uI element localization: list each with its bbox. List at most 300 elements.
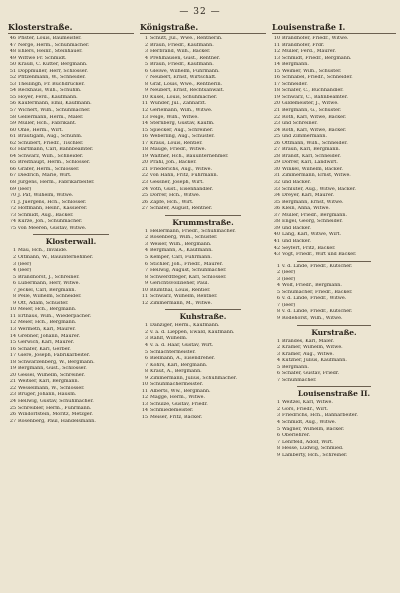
resident-entry: Schneider. (282, 81, 308, 87)
house-number: 8 (144, 369, 148, 375)
resident-entry: Prahl, Joh., Bäcker. (150, 160, 197, 166)
house-number: 4 (276, 283, 280, 289)
house-number: 22 (273, 114, 280, 120)
house-number: 20 (141, 160, 148, 166)
resident-entry: Hellermann, Friedr., Schuhmacher. (150, 228, 236, 234)
resident-entry: Wittwe Fr. Schmidt. (18, 55, 67, 61)
resident-entry: Rosenberg, Paul, Handelsmann. (18, 418, 96, 424)
house-number: 34 (273, 193, 280, 199)
house-number: 27 (141, 206, 148, 212)
house-number: 17 (141, 140, 148, 146)
list-item (140, 206, 266, 213)
resident-entry: Görs, Friedr., Wirt. (282, 406, 329, 412)
street-heading: Louisenstraße I. (272, 22, 396, 34)
resident-entry: Magge, Herm., Witwe. (150, 395, 206, 401)
house-number: 40 (273, 232, 280, 238)
house-number: 9 (276, 315, 280, 321)
street-heading: Kuhstraße. (179, 312, 227, 322)
resident-entry: Giere, Joseph, Fabrikarbeiter. (18, 353, 91, 359)
house-number: 61 (9, 134, 16, 140)
house-number: 21 (9, 379, 16, 385)
house-number: 2 (144, 329, 148, 335)
resident-entry: Ehlers, Heinr., Steinhauer. (18, 49, 83, 55)
resident-entry: Oberlehrer. (282, 433, 311, 439)
resident-entry: Vogt, Friedr., Wirt und Bäcker. (282, 252, 357, 258)
house-number: 6 (276, 296, 280, 302)
house-number: 5 (276, 289, 280, 295)
house-number: 55 (9, 94, 16, 100)
resident-entry: Stichler, Joh., Friedr., Maurer. (150, 261, 223, 267)
resident-entry: Gellermann, Herm., Maler. (18, 114, 84, 120)
house-number: 9 (276, 452, 280, 458)
resident-entry: Schwarz, Wilh., Schneider. (18, 153, 84, 159)
section-divider (297, 325, 371, 326)
house-number: 11 (141, 294, 148, 300)
resident-entry: Schmidt, Friedr., Bergmann. (282, 55, 352, 61)
resident-entry: Lehrfeld, Adolf, Wirt. (282, 439, 334, 445)
house-number: 31 (273, 173, 280, 179)
house-number: 32 (273, 180, 280, 186)
list-item (272, 453, 396, 460)
resident-entry: Kurze, Joh., Schuhmacher. (18, 219, 83, 225)
house-number: 18 (9, 359, 16, 365)
house-number: 9 (144, 281, 148, 287)
resident-entry: Jürgens, Herm., Fabrikarbeiter. (18, 180, 95, 186)
resident-entry: Zimmermann, Ernst, Witwe. (282, 173, 351, 179)
house-number: 1 (144, 228, 148, 234)
resident-entry: Windorfstein, Moritz, Metzger. (18, 412, 93, 418)
house-number: 6 (144, 261, 148, 267)
resident-entry: Schnabel, Friedr., Schneider. (282, 75, 353, 81)
house-number: 1 (276, 263, 280, 269)
resident-entry: Brandt, Karl, Schneider. (282, 153, 341, 159)
house-number: 3 (276, 276, 280, 282)
resident-entry: Lang, Karl, Witwe, Wirt. (282, 232, 342, 238)
resident-entry: v. d. Linde, Friedr., Kutscher. (282, 263, 353, 269)
list-item (8, 419, 134, 426)
resident-entry: Hesse, Ludwig, Schmied. (282, 446, 344, 452)
house-number: 15 (9, 340, 16, 346)
house-number: 8 (144, 274, 148, 280)
house-number: 26 (273, 140, 280, 146)
resident-entry: Erthaus, Wilh., Wiederpacher. (18, 313, 92, 319)
house-number: 6 (276, 371, 280, 377)
house-number: 47 (9, 42, 16, 48)
resident-entry: Gildemeister, J., Witwe. (282, 101, 339, 107)
resident-entry: von Meeren, Gustav, Witwe. (18, 225, 87, 231)
house-number: 14 (141, 408, 148, 414)
house-number: 25 (273, 134, 280, 140)
house-number: 39 (273, 225, 280, 231)
resident-entry: Braun, Karl, Bergmann. (282, 147, 341, 153)
house-number: 20 (9, 372, 16, 378)
house-number: 3 (12, 261, 16, 267)
house-number: 8 (12, 294, 16, 300)
resident-entry: Kutzner, Julius, Kaufmann. (282, 358, 347, 364)
resident-entry: Rosenberg, Wilh., Schuster. (150, 235, 218, 241)
house-number: 11 (273, 42, 280, 48)
house-number: 46 (9, 36, 16, 41)
resident-entry: Rodehorst, Wilh., Witwe. (282, 315, 343, 321)
resident-entry: Bergmann, G., Schuster. (282, 108, 342, 114)
house-number: 3 (276, 413, 280, 419)
house-number: 4 (12, 268, 16, 274)
resident-entry: Hartmann, Carl, Bahnbeamter. (18, 147, 94, 153)
house-number: 16 (9, 346, 16, 352)
resident-entry: Schäfer, C., Buchhändler. (282, 88, 344, 94)
resident-entry: Danziger, Herm., Kaufmann. (150, 323, 220, 329)
house-number: 62 (9, 140, 16, 146)
resident-entry: Hoffmann, Heinr., Kassierer. (18, 206, 88, 212)
resident-entry: Seyfert, Fritz, Bäcker. (282, 245, 336, 251)
house-number: 53 (9, 81, 16, 87)
house-number: 2 (144, 42, 148, 48)
house-number: 18 (273, 88, 280, 94)
house-number: 15 (141, 127, 148, 133)
resident-entry: (leer) (282, 302, 296, 308)
resident-entry: Feige, Wilh., Witwe. (150, 114, 199, 120)
resident-entry: Weimer, Wilh., Schuster. (282, 68, 342, 74)
house-number: 74 (9, 219, 16, 225)
resident-entry: Schuhmacher. (282, 377, 317, 383)
house-number: 38 (273, 219, 280, 225)
resident-entry: Herbrand, Wilh., Bäcker. (150, 49, 211, 55)
house-number: 57 (9, 108, 16, 114)
house-number: 14 (141, 121, 148, 127)
house-number: 66 (9, 166, 16, 172)
house-number: 49 (9, 55, 16, 61)
house-number: 10 (141, 287, 148, 293)
house-number: 72 (9, 206, 16, 212)
street-heading: Klosterstraße. (8, 22, 134, 34)
house-number: 2 (276, 270, 280, 276)
resident-entry: Hellwig, Gustav, Schuhmacher. (18, 398, 94, 404)
street-heading: Louisenstraße II. (297, 389, 371, 399)
house-number: 51 (9, 68, 16, 74)
resident-entry: Engel, Georg, Schneider. (282, 219, 343, 225)
house-number: 7 (276, 377, 280, 383)
house-number: 4 (276, 419, 280, 425)
resident-entry: Klein, Anna, Witwe. (282, 206, 330, 212)
resident-entry: Kramer, Wilhelm, Witwe. (282, 345, 343, 351)
resident-entry: Dörrer, Karl, Landwirt. (282, 160, 338, 166)
resident-entry: Schütt, Jul., Wwe., Rentnerin. (150, 36, 223, 41)
house-number: 75 (9, 225, 16, 231)
resident-entry: Diedrich, Marie, Wirt. (18, 173, 72, 179)
house-number: 37 (273, 212, 280, 218)
house-number: 3 (144, 336, 148, 342)
resident-entry: Sternberg, Gustav, Kaufm. (150, 121, 215, 127)
house-number: 42 (273, 245, 280, 251)
resident-entry: Gessel, Wilhelm, Schreiner. (18, 372, 85, 378)
resident-entry: Müller, Friedr., Bergmann. (282, 212, 347, 218)
resident-entry: Bergmann, Gust., Schlosser. (18, 366, 87, 372)
resident-entry: Schulze, Gustav, Friedr. (150, 401, 208, 407)
house-number: 19 (9, 366, 16, 372)
house-number: 7 (276, 439, 280, 445)
resident-entry: Kramer, Aug., Witwe. (282, 351, 334, 357)
house-number: 27 (9, 418, 16, 424)
house-number: 12 (141, 108, 148, 114)
resident-entry: Weiser, Wilh., Bergmann. (150, 241, 212, 247)
resident-entry: Meier, Hch., Bergmann. (18, 320, 77, 326)
resident-entry: Braun, Friedr., Kaufmann. (150, 42, 214, 48)
house-number: 50 (9, 62, 16, 68)
resident-entry: und Schreiner. (282, 121, 318, 127)
house-number: 4 (144, 342, 148, 348)
resident-entry: Lübermann, Herr, Witwe. (18, 281, 81, 287)
house-number: 3 (276, 351, 280, 357)
resident-entry: Schwarz, Wilhelm, Rentner. (150, 294, 218, 300)
house-number: 36 (273, 206, 280, 212)
resident-entry: Dörrer, Hch., Witwe. (150, 193, 201, 199)
house-number: 67 (9, 173, 16, 179)
resident-entry: v. d. Linde, Friedr., Witwe. (282, 296, 347, 302)
resident-entry: Ottmann, Wilh., Schneider. (282, 140, 348, 146)
column-left (8, 22, 134, 425)
house-number: 12 (9, 320, 16, 326)
resident-entry: Weitser, Karl, Bergmann. (18, 379, 80, 385)
resident-entry: Schmidt, Aug., Bäcker. (18, 212, 74, 218)
house-number: 52 (9, 75, 16, 81)
resident-entry: Weitzel, Karl, Witwe. (282, 400, 333, 406)
house-number: 3 (144, 49, 148, 55)
house-number: 29 (273, 160, 280, 166)
resident-entry: v. a. d. Haar, Gustav, Wirt. (150, 342, 214, 348)
resident-entry: Kemper, Carl, Fuhrmann. (150, 254, 212, 260)
resident-entry: Grebner, Johann, Maurer. (18, 333, 81, 339)
resident-entry: Bergmann. (282, 62, 309, 68)
section-divider (297, 261, 371, 262)
house-number: 13 (141, 114, 148, 120)
resident-entry: Kaufermann, Emil, Kaufmann. (18, 101, 92, 107)
house-number: 3 (144, 241, 148, 247)
house-number: 73 (9, 212, 16, 218)
resident-entry: Prehlhausen, Gust., Rentner. (150, 55, 221, 61)
resident-entry: Gerlemann, Wilh., Witwe. (150, 108, 213, 114)
resident-entry: Mau, Hch., Invalide. (18, 248, 68, 254)
resident-entry: und Bäcker. (282, 225, 311, 231)
resident-entry: Gräfer, Herm., Schlosser. (18, 166, 80, 172)
resident-entry: Hellwig, August, Schuhmacher. (150, 268, 227, 274)
house-number: 12 (141, 300, 148, 306)
resident-entry: Gräf, Louis, Wwe., Rentnerin. (150, 81, 223, 87)
house-number: 7 (144, 268, 148, 274)
house-number: 10 (141, 94, 148, 100)
house-number: 1 (144, 36, 148, 41)
house-number: 1 (276, 338, 280, 344)
resident-entry: Breithaupt, Herm., Schlosser. (18, 160, 91, 166)
house-number: 11 (141, 101, 148, 107)
resident-entry: (leer) (18, 268, 32, 274)
house-number: 5 (144, 62, 148, 68)
resident-entry: Roth, Karl, Witwe, Bäcker. (282, 114, 347, 120)
resident-entry: Wagner, Wilhelm, Bäcker. (282, 426, 345, 432)
resident-entry: v. a. d. Lieppen, Ewald, Kaufmann. (150, 329, 235, 335)
house-number: 28 (273, 153, 280, 159)
resident-entry: Meiser, Fritz, Bäcker. (150, 414, 203, 420)
house-number: 24 (141, 186, 148, 192)
resident-entry: Bergmann, A., Kaufmann. (150, 248, 213, 254)
house-number: 10 (9, 307, 16, 313)
house-number: 11 (9, 313, 16, 319)
resident-entry: Gerichtsvollzieher, Paul. (150, 281, 209, 287)
resident-entry: Pelle, Wilhelm, Schneider. (18, 294, 82, 300)
resident-entry: Kraus, Louis, Rentier. (150, 140, 203, 146)
resident-entry: Schlachtermeister. (150, 349, 196, 355)
resident-entry: Winkel, Wilhelm, Bäcker. (282, 166, 343, 172)
resident-entry: Reckhaus, Wilh., Schuhm. (18, 88, 82, 94)
house-number: 9 (144, 88, 148, 94)
house-number: 23 (9, 392, 16, 398)
house-number: 21 (141, 166, 148, 172)
resident-entry: Schubert, Friedr., Tischler. (18, 140, 84, 146)
list-item (140, 415, 266, 422)
house-number: 25 (9, 405, 16, 411)
house-number: 13 (9, 326, 16, 332)
resident-entry: J. Juergens, Hch., Schlosser. (18, 199, 87, 205)
resident-entry: Kohrs, Karl, Bergmann. (150, 362, 208, 368)
section-divider (33, 234, 109, 235)
resident-entry: Müller, Ferd., Maurer. (282, 49, 336, 55)
house-number: 35 (273, 199, 280, 205)
resident-entry: Schwarzenberg, W., Bergmann. (18, 359, 95, 365)
house-number: 6 (144, 356, 148, 362)
house-number: 20 (273, 101, 280, 107)
resident-entry: und Zimmermann. (282, 134, 327, 140)
resident-entry: Braun, Friedr., Kaufmann. (150, 62, 214, 68)
house-number: 59 (9, 121, 16, 127)
house-number: 25 (141, 193, 148, 199)
house-number: 1 (144, 323, 148, 329)
street-heading: Klosterwall. (45, 237, 97, 247)
resident-entry: Schmidt, Aug., Witwe. (282, 419, 337, 425)
house-number: 16 (141, 134, 148, 140)
house-number: 63 (9, 147, 16, 153)
house-number: 4 (144, 55, 148, 61)
resident-entry: Müller, Hch., Fabrikant. (18, 121, 77, 127)
house-number: 5 (276, 364, 280, 370)
house-number: 6 (12, 281, 16, 287)
house-number: 9 (12, 300, 16, 306)
resident-entry: Schlüter, Aug., Witwe, Bäcker. (282, 186, 356, 192)
house-number: 54 (9, 88, 16, 94)
resident-entry: Brandhorst, J., Schreiner. (18, 274, 80, 280)
house-number: 64 (9, 153, 16, 159)
resident-entry: Schmiedemeister. (150, 408, 194, 414)
house-number: 14 (9, 333, 16, 339)
resident-entry: Ott, Adam, Schuster. (18, 300, 69, 306)
resident-entry: Krauß, C. Kutter, Bergmann. (18, 62, 88, 68)
house-number: 11 (141, 388, 148, 394)
house-number: 23 (141, 180, 148, 186)
resident-entry: Zimmermann, Julius, Schuhmacher. (150, 375, 237, 381)
resident-entry: Zapfe, Hch., Wirt. (150, 199, 194, 205)
list-item (8, 226, 134, 233)
resident-entry: Bräutigam, Aug., Schuhm. (18, 134, 83, 140)
house-number: 2 (276, 406, 280, 412)
page-number: — 32 — (179, 7, 221, 17)
resident-entry: Doppmüller, Herr, Schlosser. (18, 68, 88, 74)
house-number: 7 (144, 75, 148, 81)
resident-entry: Friedrichs, Hch., Bahnarbeiter. (282, 413, 358, 419)
resident-entry: Neubert, Ernst, Wirtschaft. (150, 75, 217, 81)
house-number: 8 (144, 81, 148, 87)
house-number: 12 (273, 49, 280, 55)
resident-entry: Zimmermann, M., Witwe. (150, 300, 212, 306)
house-number: 16 (273, 75, 280, 81)
resident-entry: Theilingh, Fr. Buchdrucker. (18, 81, 85, 87)
street-heading: Krummstraße. (172, 217, 234, 227)
resident-entry: Oltmann, W., Bauunternehmer. (18, 254, 94, 260)
house-number: 2 (144, 235, 148, 241)
house-number: 6 (276, 433, 280, 439)
house-number: 7 (144, 362, 148, 368)
resident-entry: Pfister, Louis, Baumeister. (18, 36, 82, 41)
resident-entry: Jeckel, Carl, Bergmann. (18, 287, 77, 293)
resident-entry: Weberling, Aug., Schuster. (150, 134, 215, 140)
house-number: 65 (9, 160, 16, 166)
house-number: 19 (273, 94, 280, 100)
resident-entry: Meier, Hch., Bergmann. (18, 307, 77, 313)
house-number: 26 (141, 199, 148, 205)
resident-entry: Alberts, Ww., Bergmann. (150, 388, 211, 394)
resident-entry: Lamberty, Hch., Schreiner. (282, 452, 348, 458)
house-number: 27 (273, 147, 280, 153)
resident-entry: Hoyer, Ferd., Kaufmann. (18, 94, 78, 100)
resident-entry: (leer) (282, 270, 296, 276)
resident-entry: (leer) (282, 276, 296, 282)
resident-entry: Wolf, Friedr., Bergmann. (282, 283, 342, 289)
resident-entry: Bergmann. (282, 364, 309, 370)
house-number: 2 (12, 254, 16, 260)
house-number: 6 (144, 68, 148, 74)
house-number: 56 (9, 101, 16, 107)
resident-entry: Roth, Karl, Witwe, Bäcker. (282, 127, 347, 133)
house-number: 12 (141, 395, 148, 401)
resident-entry: Wichert, Wilh., Schuhmacher. (18, 108, 91, 114)
section-divider (165, 309, 241, 310)
column-middle (140, 22, 266, 422)
list-item (272, 316, 396, 323)
resident-entry: Schwerdtfeger, Karl, Schlosser. (150, 274, 227, 280)
house-number: 15 (273, 68, 280, 74)
resident-entry: Schreibler, Herm., Fuhrmann. (18, 405, 92, 411)
resident-entry: Walther, Hch., Bauunternehmer. (150, 153, 229, 159)
resident-entry: Wunder, Jul., Zahnarzt. (150, 101, 207, 107)
street-heading: Königstraße. (140, 22, 266, 34)
resident-entry: Brandhöfer, Frdr. (282, 42, 325, 48)
house-number: 33 (273, 186, 280, 192)
resident-entry: Bielmann, A., Eisendreher. (150, 356, 215, 362)
house-number: 43 (273, 252, 280, 258)
house-number: 14 (273, 62, 280, 68)
house-number: 19 (141, 153, 148, 159)
resident-entry: Gerwich, Karl, Maurer. (18, 340, 75, 346)
resident-entry: und Bäcker. (282, 180, 311, 186)
resident-entry: Wermeth, Karl, Maurer. (18, 326, 76, 332)
resident-entry: Bergmann, Ernst, Witwe. (282, 199, 344, 205)
resident-entry: Schäfer, Gustav, Friedr. (282, 371, 340, 377)
house-number: 17 (273, 81, 280, 87)
house-number: 5 (276, 426, 280, 432)
resident-entry: Ohle, Herm., Wirt. (18, 127, 64, 133)
house-number: 69 (9, 186, 16, 192)
resident-entry: Kraut, A., Bergmann. (150, 369, 202, 375)
resident-entry: Schäfer, Karl, Gerber. (18, 346, 71, 352)
house-number: 2 (276, 345, 280, 351)
house-number: 10 (273, 36, 280, 41)
